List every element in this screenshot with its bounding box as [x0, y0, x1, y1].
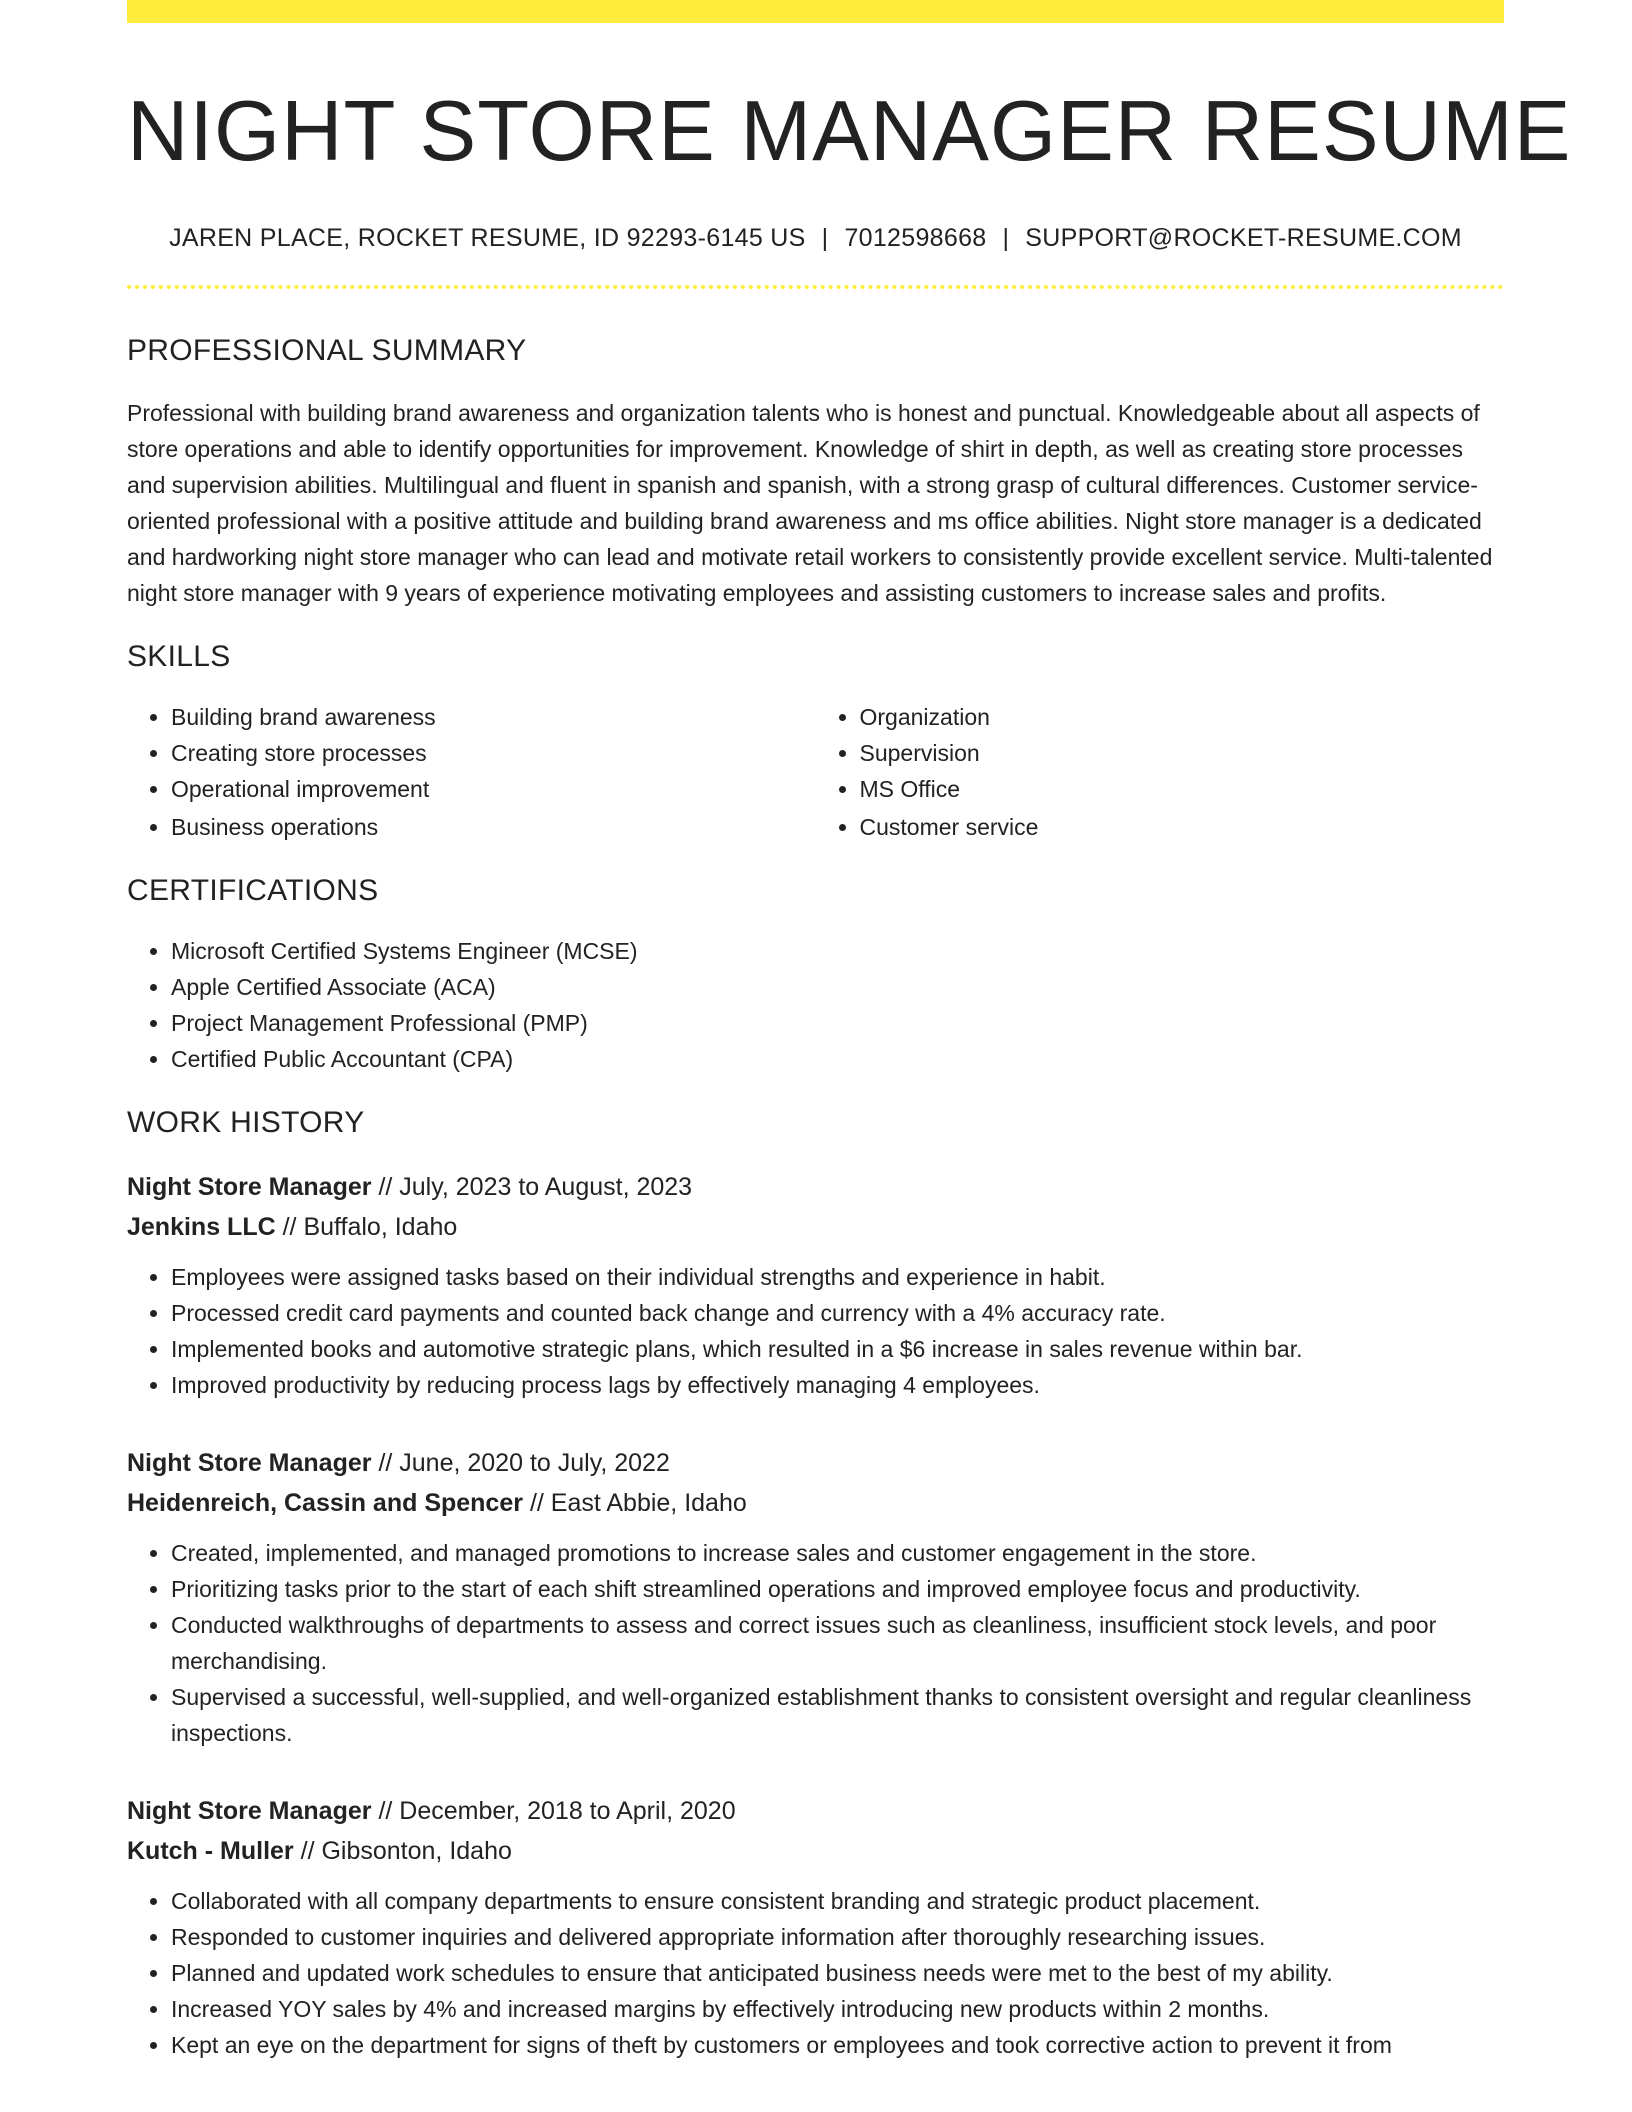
job-bullet: • Supervised a successful, well-supplied, and well-organized establishment thanks to consistent oversight and regular cleanliness inspections.: [171, 1679, 1504, 1751]
job-bullet: • Conducted walkthroughs of departments to assess and correct issues such as cleanliness, insufficient stock levels, and poor merchandising.: [171, 1607, 1504, 1679]
work-history-heading: WORK HISTORY: [127, 1105, 365, 1139]
dotted-divider: [127, 285, 1504, 289]
job-role: Night Store Manager: [127, 1448, 372, 1477]
job-dates: // June, 2020 to July, 2022: [378, 1448, 670, 1477]
contact-email: SUPPORT@ROCKET-RESUME.COM: [1025, 223, 1462, 252]
resume-title: NIGHT STORE MANAGER RESUME: [127, 84, 1572, 179]
job-bullet: • Improved productivity by reducing process lags by effectively managing 4 employees.: [171, 1367, 1504, 1403]
resume-page: [127, 0, 1572, 2063]
skill-item: • Business operations: [171, 809, 816, 845]
job-bullet: • Responded to customer inquiries and delivered appropriate information after thoroughly researching issues.: [171, 1919, 1504, 1955]
job-bullet-list: [127, 1535, 1504, 1751]
job-bullet: • Implemented books and automotive strategic plans, which resulted in a $6 increase in sales revenue within bar.: [171, 1331, 1504, 1367]
certification-item: • Project Management Professional (PMP): [171, 1005, 1504, 1041]
job-entry: [127, 1167, 1504, 1403]
job-company: Kutch - Muller: [127, 1836, 294, 1865]
job-dates: // December, 2018 to April, 2020: [378, 1796, 736, 1825]
skills-columns: [127, 699, 1504, 845]
skill-item: • Customer service: [860, 809, 1505, 845]
summary-text: Professional with building brand awareness and organization talents who is honest and punctual. Knowledgeable about all aspects of store operations and able to identify opportunities for improvement. Knowledge of shirt in depth, as well as creating store processes and supervision abilities. Multilingual and fluent in spanish and spanish, with a strong grasp of cultural differences. Customer service-oriented professional with a positive attitude and building brand awareness and ms office abilities. Night store manager is a dedicated and hardworking night store manager who can lead and motivate retail workers to consistently provide excellent service. Multi-talented night store manager with 9 years of experience motivating employees and assisting customers to increase sales and profits.: [127, 399, 1493, 606]
skill-item: • Organization: [860, 699, 1505, 735]
contact-separator: |: [1002, 223, 1010, 252]
job-title-line: [127, 1791, 1504, 1831]
job-company-line: [127, 1207, 1504, 1247]
certifications-list: [127, 933, 1504, 1077]
job-role: Night Store Manager: [127, 1796, 372, 1825]
job-bullet: • Increased YOY sales by 4% and increased margins by effectively introducing new products within 2 months.: [171, 1991, 1504, 2027]
job-location: // Gibsonton, Idaho: [300, 1836, 512, 1865]
certifications-heading: CERTIFICATIONS: [127, 873, 379, 907]
skill-item: • MS Office: [860, 771, 1505, 807]
job-bullet: • Kept an eye on the department for signs of theft by customers or employees and took corrective action to prevent it from: [171, 2027, 1504, 2063]
job-location: // East Abbie, Idaho: [529, 1488, 747, 1517]
certification-item: • Microsoft Certified Systems Engineer (MCSE): [171, 933, 1504, 969]
job-bullet: • Planned and updated work schedules to ensure that anticipated business needs were met to the best of my ability.: [171, 1955, 1504, 1991]
skill-item: • Creating store processes: [171, 735, 816, 771]
skills-heading: SKILLS: [127, 639, 231, 673]
job-bullet: • Created, implemented, and managed promotions to increase sales and customer engagement in the store.: [171, 1535, 1504, 1571]
job-company: Heidenreich, Cassin and Spencer: [127, 1488, 523, 1517]
certifications-section: [127, 873, 1504, 1077]
job-dates: // July, 2023 to August, 2023: [378, 1172, 693, 1201]
skills-list-right: [816, 699, 1505, 845]
skill-item: • Supervision: [860, 735, 1505, 771]
job-company-line: [127, 1831, 1504, 1871]
skills-section: [127, 639, 1504, 845]
top-accent-bar: [127, 0, 1504, 23]
job-bullet: • Processed credit card payments and counted back change and currency with a 4% accuracy rate.: [171, 1295, 1504, 1331]
summary-section: [127, 333, 1504, 611]
skills-list-left: [127, 699, 816, 845]
job-bullet: • Prioritizing tasks prior to the start of each shift streamlined operations and improved employee focus and productivity.: [171, 1571, 1504, 1607]
job-bullet: • Collaborated with all company departments to ensure consistent branding and strategic product placement.: [171, 1883, 1504, 1919]
job-bullet: • Employees were assigned tasks based on their individual strengths and experience in habit.: [171, 1259, 1504, 1295]
skill-item: • Building brand awareness: [171, 699, 816, 735]
skill-item: • Operational improvement: [171, 771, 816, 807]
summary-heading: PROFESSIONAL SUMMARY: [127, 333, 527, 367]
job-company: Jenkins LLC: [127, 1212, 276, 1241]
job-title-line: [127, 1167, 1504, 1207]
job-company-line: [127, 1483, 1504, 1523]
contact-separator: |: [821, 223, 829, 252]
job-location: // Buffalo, Idaho: [282, 1212, 458, 1241]
job-role: Night Store Manager: [127, 1172, 372, 1201]
job-bullet-list: [127, 1883, 1504, 2063]
certification-item: • Apple Certified Associate (ACA): [171, 969, 1504, 1005]
contact-address: JAREN PLACE, ROCKET RESUME, ID 92293-6145 US: [169, 223, 806, 252]
certification-item: • Certified Public Accountant (CPA): [171, 1041, 1504, 1077]
contact-line: [127, 224, 1504, 253]
contact-phone: 7012598668: [844, 223, 987, 252]
work-history-section: [127, 1105, 1504, 2063]
job-entry: [127, 1443, 1504, 1751]
job-entry: [127, 1791, 1504, 2063]
job-bullet-list: [127, 1259, 1504, 1403]
job-title-line: [127, 1443, 1504, 1483]
